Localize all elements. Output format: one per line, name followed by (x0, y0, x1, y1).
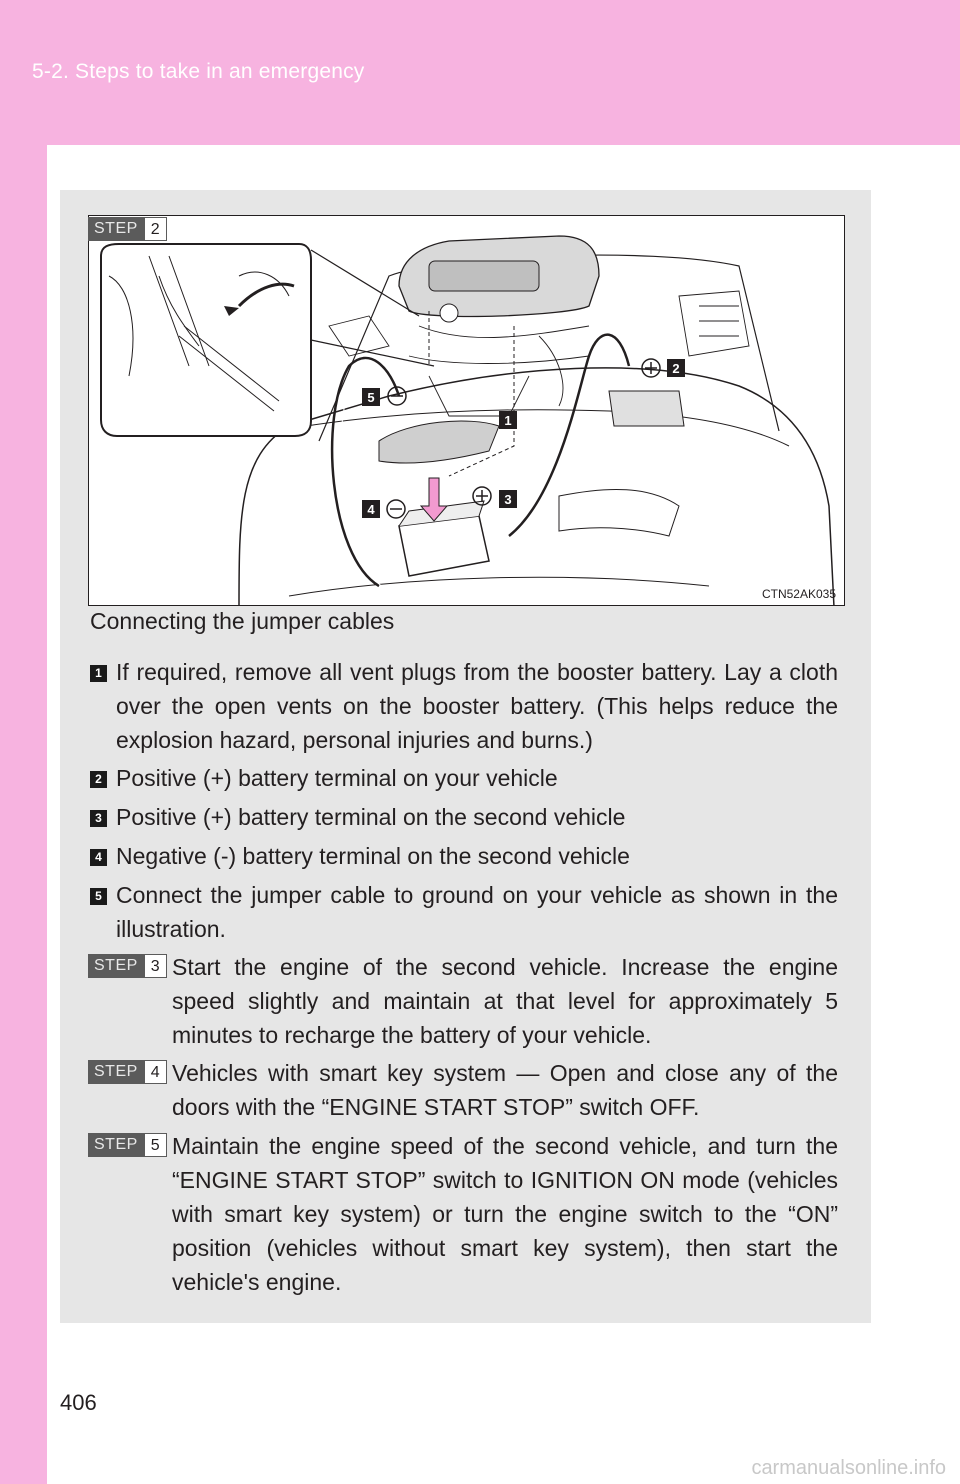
callout-4: 4 (367, 502, 375, 517)
item-text: If required, remove all vent plugs from the booster battery. Lay a cloth over the open vents on the booster battery. (This helps reduce the explosion hazard, personal injuries and burns.) (116, 659, 838, 753)
step-3 (88, 950, 838, 1052)
step-4-label (88, 1060, 167, 1084)
step-word: STEP (88, 1060, 144, 1084)
callout-5: 5 (367, 390, 375, 405)
callout-1: 1 (504, 413, 512, 428)
step-number: 5 (144, 1133, 167, 1157)
watermark: carmanualsonline.info (751, 1457, 946, 1479)
engine-bay-drawing (89, 216, 845, 606)
item-marker: 2 (90, 771, 107, 788)
item-marker: 1 (90, 665, 107, 682)
list-item-5 (90, 878, 838, 946)
list-item-3 (90, 800, 838, 834)
jumper-cable-illustration (88, 215, 845, 606)
item-text: Negative (-) battery terminal on the second vehicle (116, 843, 630, 869)
item-marker: 3 (90, 810, 107, 827)
step-number: 4 (144, 1060, 167, 1084)
step-text: Start the engine of the second vehicle. Increase the engine speed slightly and maintain at that level for approximately 5 minutes to recharge the battery of your vehicle. (172, 954, 838, 1048)
list-item-1 (90, 655, 838, 757)
callout-2: 2 (672, 361, 680, 376)
figure-caption: Connecting the jumper cables (90, 608, 395, 634)
step-word: STEP (88, 217, 144, 241)
item-text: Positive (+) battery terminal on your vehicle (116, 765, 558, 791)
step-2-label (88, 217, 167, 241)
callout-3: 3 (504, 492, 512, 507)
step-word: STEP (88, 1133, 144, 1157)
figure-code: CTN52AK035 (761, 587, 836, 601)
item-text: Positive (+) battery terminal on the second vehicle (116, 804, 626, 830)
step-number: 2 (144, 217, 167, 241)
list-item-2 (90, 761, 838, 795)
step-5 (88, 1129, 838, 1299)
side-strip (0, 145, 47, 1484)
step-number: 3 (144, 954, 167, 978)
step-text: Vehicles with smart key system — Open and close any of the doors with the “ENGINE START STOP” switch OFF. (172, 1060, 838, 1120)
page-number: 406 (60, 1390, 97, 1415)
list-item-4 (90, 839, 838, 873)
item-marker: 4 (90, 849, 107, 866)
item-marker: 5 (90, 888, 107, 905)
step-5-label (88, 1133, 167, 1157)
step-text: Maintain the engine speed of the second vehicle, and turn the “ENGINE START STOP” switch to IGNITION ON mode (vehicles with smart key system) or turn the engine switch to the “ON” position (vehicles without smart key system), then start the vehicle's engine. (172, 1133, 838, 1295)
header-band (0, 0, 960, 145)
step-4 (88, 1056, 838, 1124)
item-text: Connect the jumper cable to ground on your vehicle as shown in the illustration. (116, 882, 838, 942)
section-title: 5-2. Steps to take in an emergency (32, 60, 365, 83)
step-3-label (88, 954, 167, 978)
step-word: STEP (88, 954, 144, 978)
